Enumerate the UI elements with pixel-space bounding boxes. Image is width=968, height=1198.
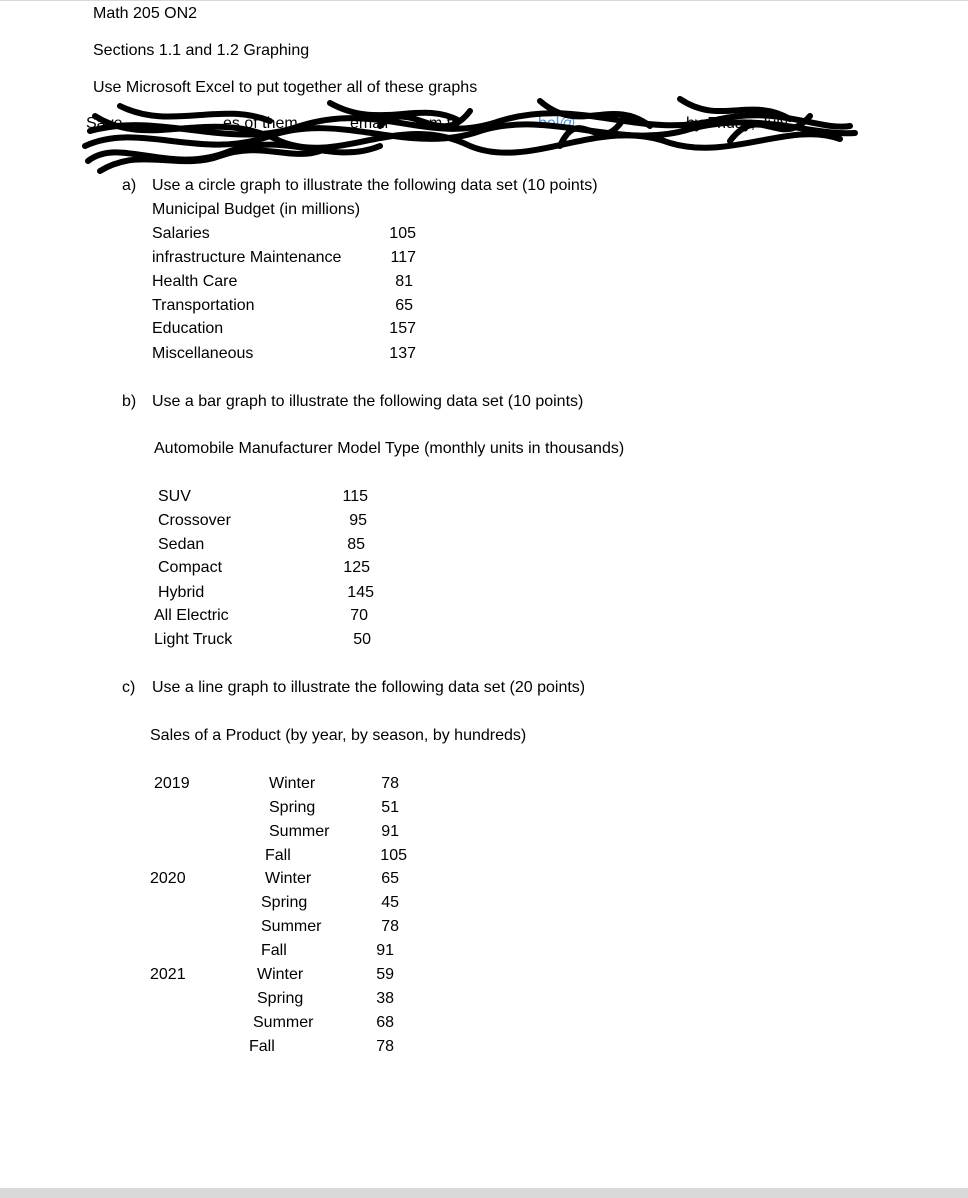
season-value: 78 bbox=[381, 775, 399, 792]
season-label: Winter bbox=[265, 870, 312, 887]
table-row-label: Hybrid bbox=[158, 584, 205, 601]
season-value: 78 bbox=[376, 1038, 394, 1055]
table-row-label: Miscellaneous bbox=[152, 345, 254, 362]
season-label: Fall bbox=[249, 1038, 275, 1055]
table-row-value: 125 bbox=[343, 559, 370, 576]
season-value: 65 bbox=[381, 870, 399, 887]
table-row-label: SUV bbox=[158, 488, 191, 505]
table-row-value: 95 bbox=[349, 512, 367, 529]
table-row-label: Light Truck bbox=[154, 631, 233, 648]
redacted-fragment: email bbox=[350, 115, 389, 132]
season-value: 59 bbox=[376, 966, 394, 983]
table-row-label: Education bbox=[152, 320, 224, 337]
part-c-marker: c) bbox=[122, 679, 136, 696]
viewer-bottom-edge bbox=[0, 1188, 968, 1198]
part-b-prompt: Use a bar graph to illustrate the following data set (10 points) bbox=[152, 393, 584, 410]
table-row-label: Transportation bbox=[152, 297, 255, 314]
table-row-value: 105 bbox=[389, 225, 416, 242]
table-row-value: 81 bbox=[395, 273, 413, 290]
part-c-table-title: Sales of a Product (by year, by season, by hundreds) bbox=[150, 727, 527, 744]
redacted-fragment: am to bbox=[420, 115, 461, 132]
table-row-value: 115 bbox=[342, 488, 368, 505]
season-value: 68 bbox=[376, 1014, 394, 1031]
table-row-value: 157 bbox=[389, 320, 416, 337]
season-label: Spring bbox=[257, 990, 304, 1007]
table-row-value: 145 bbox=[347, 584, 374, 601]
part-a-marker: a) bbox=[122, 177, 137, 194]
redaction-scribble bbox=[80, 91, 860, 181]
season-value: 91 bbox=[381, 823, 399, 840]
part-b-table-title: Automobile Manufacturer Model Type (monthly units in thousands) bbox=[154, 440, 625, 457]
table-row-label: Sedan bbox=[158, 536, 205, 553]
season-label: Summer bbox=[261, 918, 322, 935]
redacted-fragment: es of them bbox=[223, 115, 298, 132]
table-row-value: 137 bbox=[389, 345, 416, 362]
season-value: 38 bbox=[376, 990, 394, 1007]
season-value: 45 bbox=[381, 894, 399, 911]
season-value: 51 bbox=[381, 799, 399, 816]
instruction-text: Use Microsoft Excel to put together all of these graphs bbox=[93, 79, 478, 96]
sections-heading: Sections 1.1 and 1.2 Graphing bbox=[93, 42, 310, 59]
table-row-value: 117 bbox=[390, 249, 416, 266]
season-label: Summer bbox=[253, 1014, 314, 1031]
part-c-prompt: Use a line graph to illustrate the following data set (20 points) bbox=[152, 679, 586, 696]
year-label: 2020 bbox=[150, 870, 186, 887]
table-row-label: infrastructure Maintenance bbox=[152, 249, 342, 266]
year-label: 2021 bbox=[150, 966, 186, 983]
season-value: 105 bbox=[380, 847, 407, 864]
part-b-marker: b) bbox=[122, 393, 137, 410]
table-row-value: 70 bbox=[350, 607, 368, 624]
table-row-label: Crossover bbox=[158, 512, 231, 529]
redacted-fragment: by Friday, July bbox=[686, 115, 788, 132]
redacted-fragment: Save bbox=[86, 115, 123, 132]
table-row-value: 50 bbox=[353, 631, 371, 648]
season-label: Fall bbox=[265, 847, 291, 864]
table-row-label: Health Care bbox=[152, 273, 238, 290]
year-label: 2019 bbox=[154, 775, 190, 792]
table-row-value: 65 bbox=[395, 297, 413, 314]
season-label: Spring bbox=[261, 894, 308, 911]
season-label: Spring bbox=[269, 799, 316, 816]
table-row-label: All Electric bbox=[154, 607, 229, 624]
season-label: Winter bbox=[257, 966, 304, 983]
season-label: Fall bbox=[261, 942, 287, 959]
table-row-label: Salaries bbox=[152, 225, 210, 242]
redacted-email-fragment: bel@ bbox=[538, 115, 576, 132]
season-value: 91 bbox=[376, 942, 394, 959]
part-a-table-title: Municipal Budget (in millions) bbox=[152, 201, 361, 218]
table-row-value: 85 bbox=[347, 536, 365, 553]
season-value: 78 bbox=[381, 918, 399, 935]
course-title: Math 205 ON2 bbox=[93, 5, 198, 22]
part-a-prompt: Use a circle graph to illustrate the following data set (10 points) bbox=[152, 177, 598, 194]
season-label: Summer bbox=[269, 823, 330, 840]
table-row-label: Compact bbox=[158, 559, 223, 576]
season-label: Winter bbox=[269, 775, 316, 792]
